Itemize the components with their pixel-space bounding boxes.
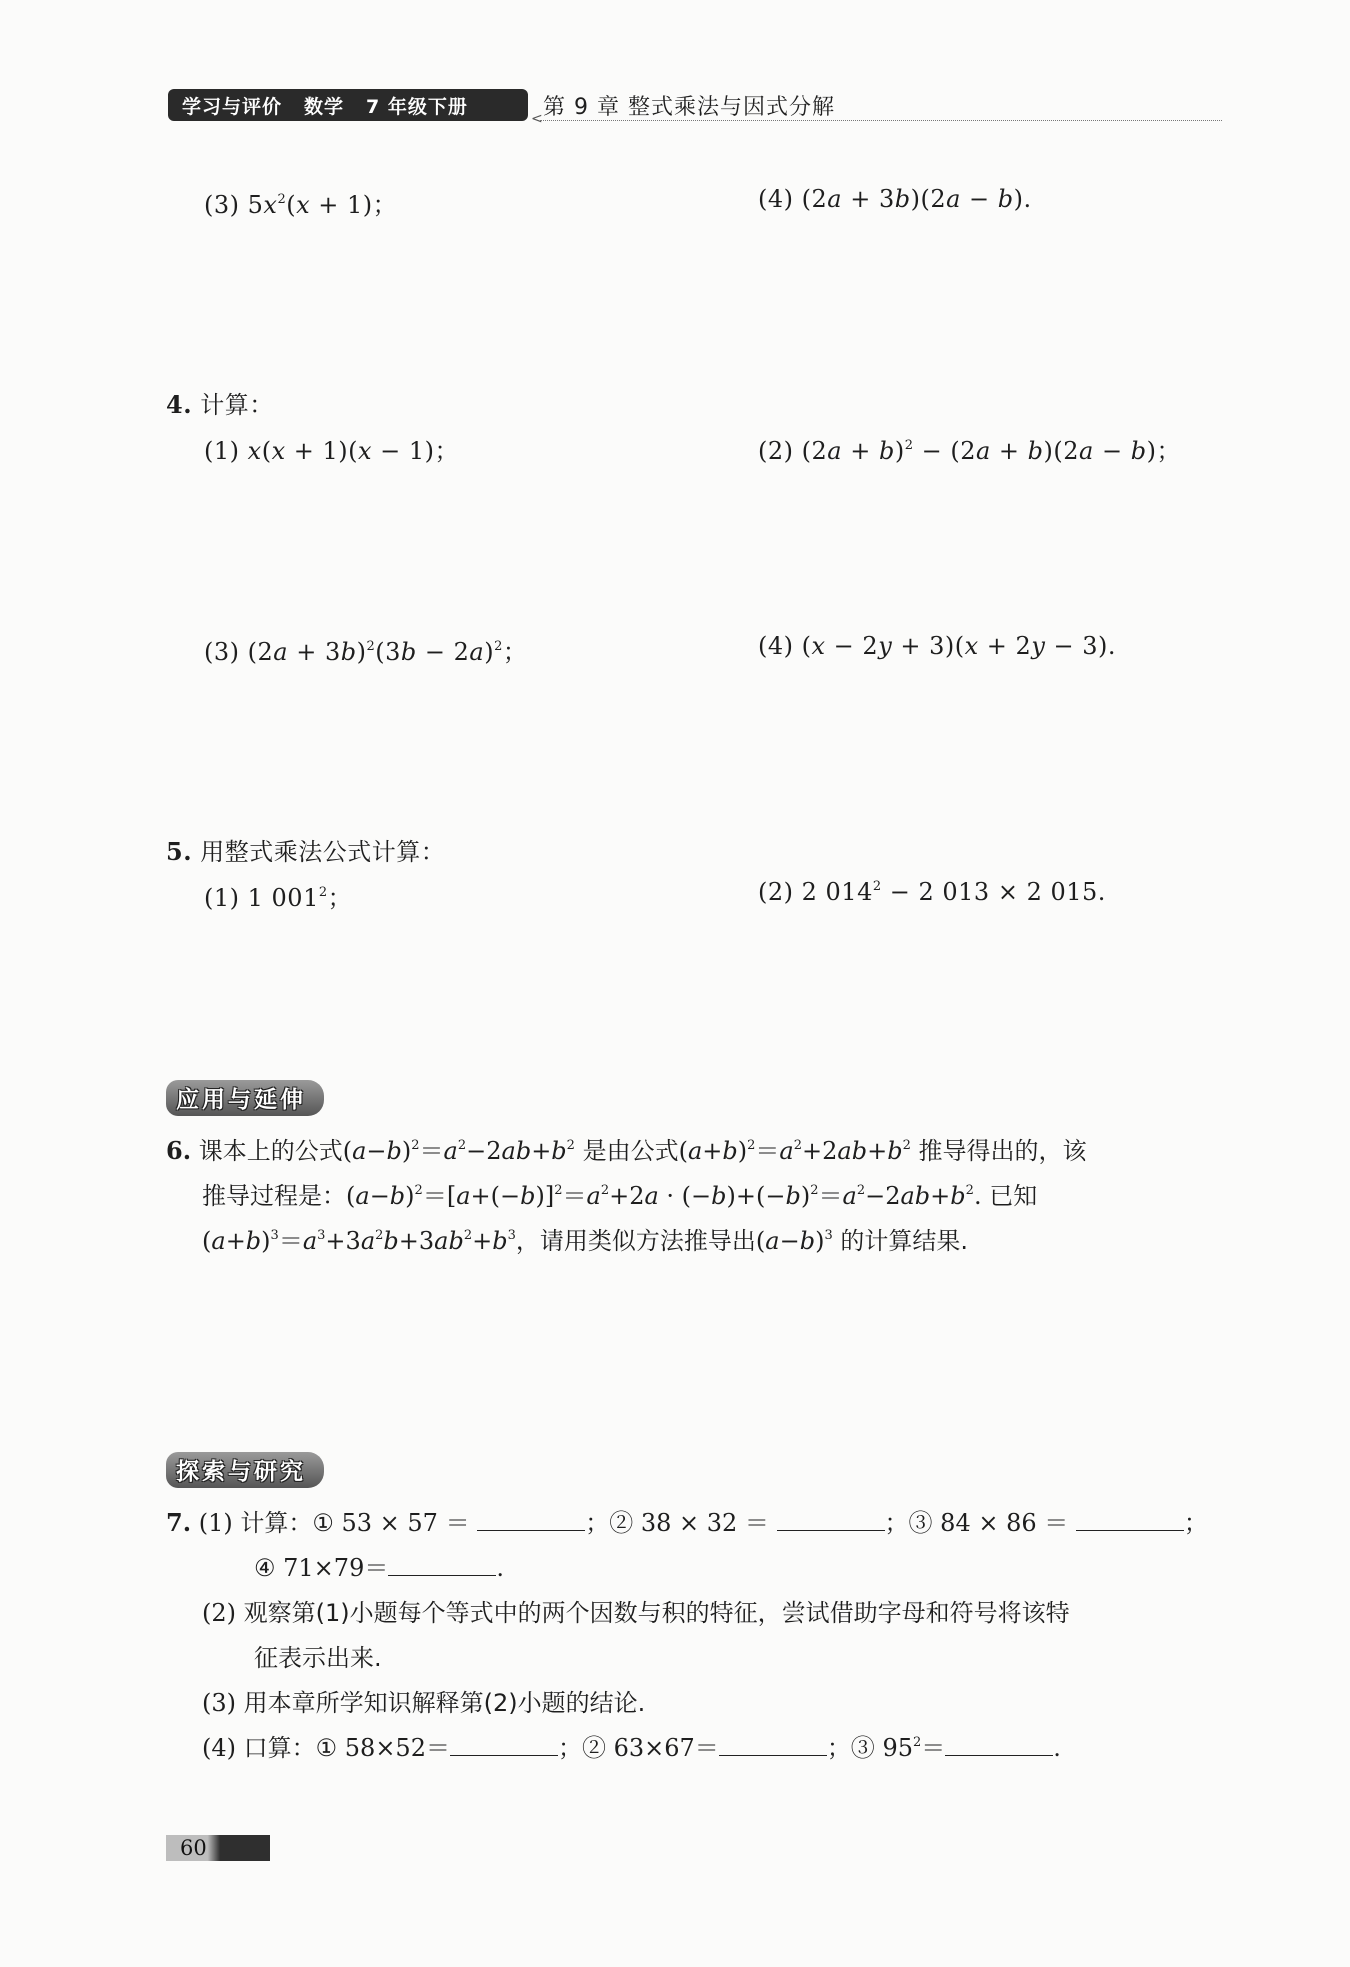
page-number-tab: [166, 1835, 270, 1861]
p7-text: 7. (1) 计算：① 53 × 57 ＝ ；② 38 × 32 ＝ ；③ 84 × 86 ＝ ； ④ 71×79＝ . (2) 观察第(1)小题每个等式中的两个因数与积的特征，尝试借助字母和符号将该特 征表示出来. (3) 用本章所学知识解释第(2)小题的结论. (4) 口算：① 58×52＝ ；② 63×67＝ ；③ $95^2=$ .: [166, 1508, 1208, 1762]
p5-item1: (1) 1 $001^2$；: [204, 884, 353, 912]
section-apply: 应用与延伸: [166, 1080, 324, 1116]
p4-item1: (1) x(x + 1)(x − 1)；: [204, 437, 460, 465]
p3-item4: (4) (2a + 3b)(2a − b).: [758, 185, 1032, 213]
header-arrow-icon: <: [531, 111, 543, 127]
chapter-title: 第 9 章 整式乘法与因式分解: [543, 95, 835, 120]
book-title: 学习与评价: [182, 95, 283, 118]
p5-heading: 5. 用整式乘法公式计算：: [166, 837, 446, 866]
book-grade: 7 年级下册: [366, 95, 468, 118]
p4-item4: (4) (x − 2y + 3)(x + 2y − 3).: [758, 632, 1117, 660]
header-divider: [540, 120, 1222, 121]
book-subject: 数学: [304, 95, 345, 118]
p4-item3: (3) $(2a + 3b)^2(3b - 2a)^2$；: [204, 638, 528, 666]
p5-item2: (2) 2 $014^2 - 2$ 013 × 2 015.: [758, 878, 1106, 906]
p4-item2: (2) $(2a + b)^2 - (2a + b)(2a - b)$；: [758, 437, 1181, 465]
p4-heading: 4. 计算：: [166, 390, 274, 419]
p3-item3: (3) $5x^2(x + 1)$；: [204, 191, 398, 219]
p6-text: 6. 课本上的公式$(a-b)^2=a^2-2ab+b^2$ 是由公式$(a+b)^2=a^2+2ab+b^2$ 推导得出的，该 推导过程是：$(a-b)^2=[a+(-b)]^2=a^2+2a \cdot (-b)+(-b)^2=a^2-2ab+b^2$. 已知 $(a+b)^3=a^3+3a^2b+3ab^2+b^3$，请用类似方法推导出$(a-b)^3$ 的计算结果.: [166, 1136, 1087, 1255]
page-number: 60: [180, 1836, 207, 1860]
section-explore: 探索与研究: [166, 1452, 324, 1488]
book-header-bar: [168, 89, 528, 121]
